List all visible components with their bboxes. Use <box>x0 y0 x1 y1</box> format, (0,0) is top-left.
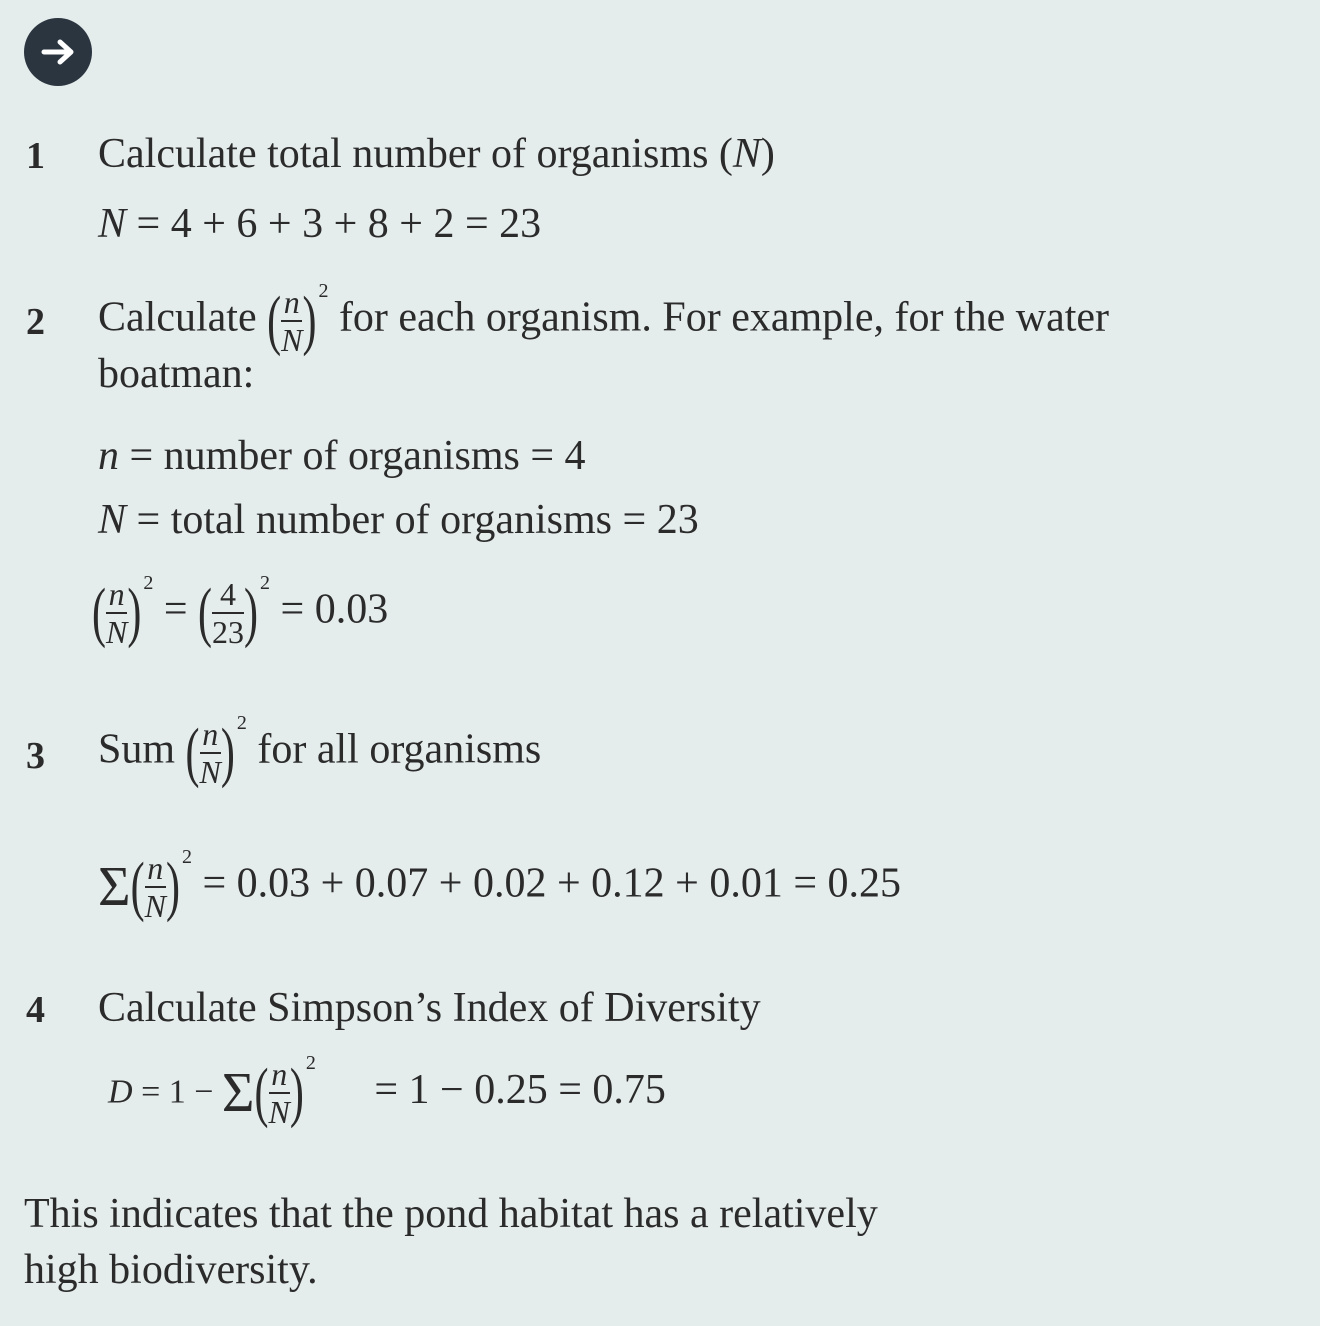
sigma-symbol: Σ <box>98 856 131 918</box>
simpson-index-equation: D = 1 − Σ( $\frac{n}{N}$ ) $^2$ = 1 − 0.25 = 0.75 <box>108 1051 666 1130</box>
N-definition: N = total number of organisms = 23 <box>98 497 699 543</box>
step-1-number: 1 <box>26 135 45 177</box>
step-2-number: 2 <box>26 301 45 343</box>
total-equation: N = 4 + 6 + 3 + 8 + 2 = 23 <box>98 201 542 247</box>
conclusion-line-1: This indicates that the pond habitat has a relatively <box>24 1191 878 1237</box>
step-2-heading-line2: boatman: <box>98 351 255 397</box>
arrow-right-icon <box>24 18 92 86</box>
step-4-number: 4 <box>26 989 45 1031</box>
step-2-heading: Calculate ( $\frac{n}{N}$ ) $^2$ for each organism. For example, for the water <box>98 279 1110 358</box>
sum-equation: Σ( $\frac{n}{N}$ ) $^2$ = 0.03 + 0.07 + 0.02 + 0.12 + 0.01 = 0.25 <box>98 845 902 924</box>
step-3-heading: Sum ( $\frac{n}{N}$ ) $^2$ for all organisms <box>98 711 542 790</box>
step-1-heading: Calculate total number of organisms (N) <box>98 131 775 177</box>
step-4-heading: Calculate Simpson’s Index of Diversity <box>98 985 761 1031</box>
exponent: 2 <box>318 279 329 302</box>
fraction-n-over-N: $\frac{n}{N}$ <box>281 284 303 358</box>
conclusion-line-2: high biodiversity. <box>24 1247 318 1293</box>
n-definition: n = number of organisms = 4 <box>98 433 586 479</box>
step-3-number: 3 <box>26 735 45 777</box>
example-calculation: ( $\frac{n}{N}$ ) $^2$ = ( $\frac{4}{23}$ ) $^2$ = 0.03 <box>92 571 389 650</box>
